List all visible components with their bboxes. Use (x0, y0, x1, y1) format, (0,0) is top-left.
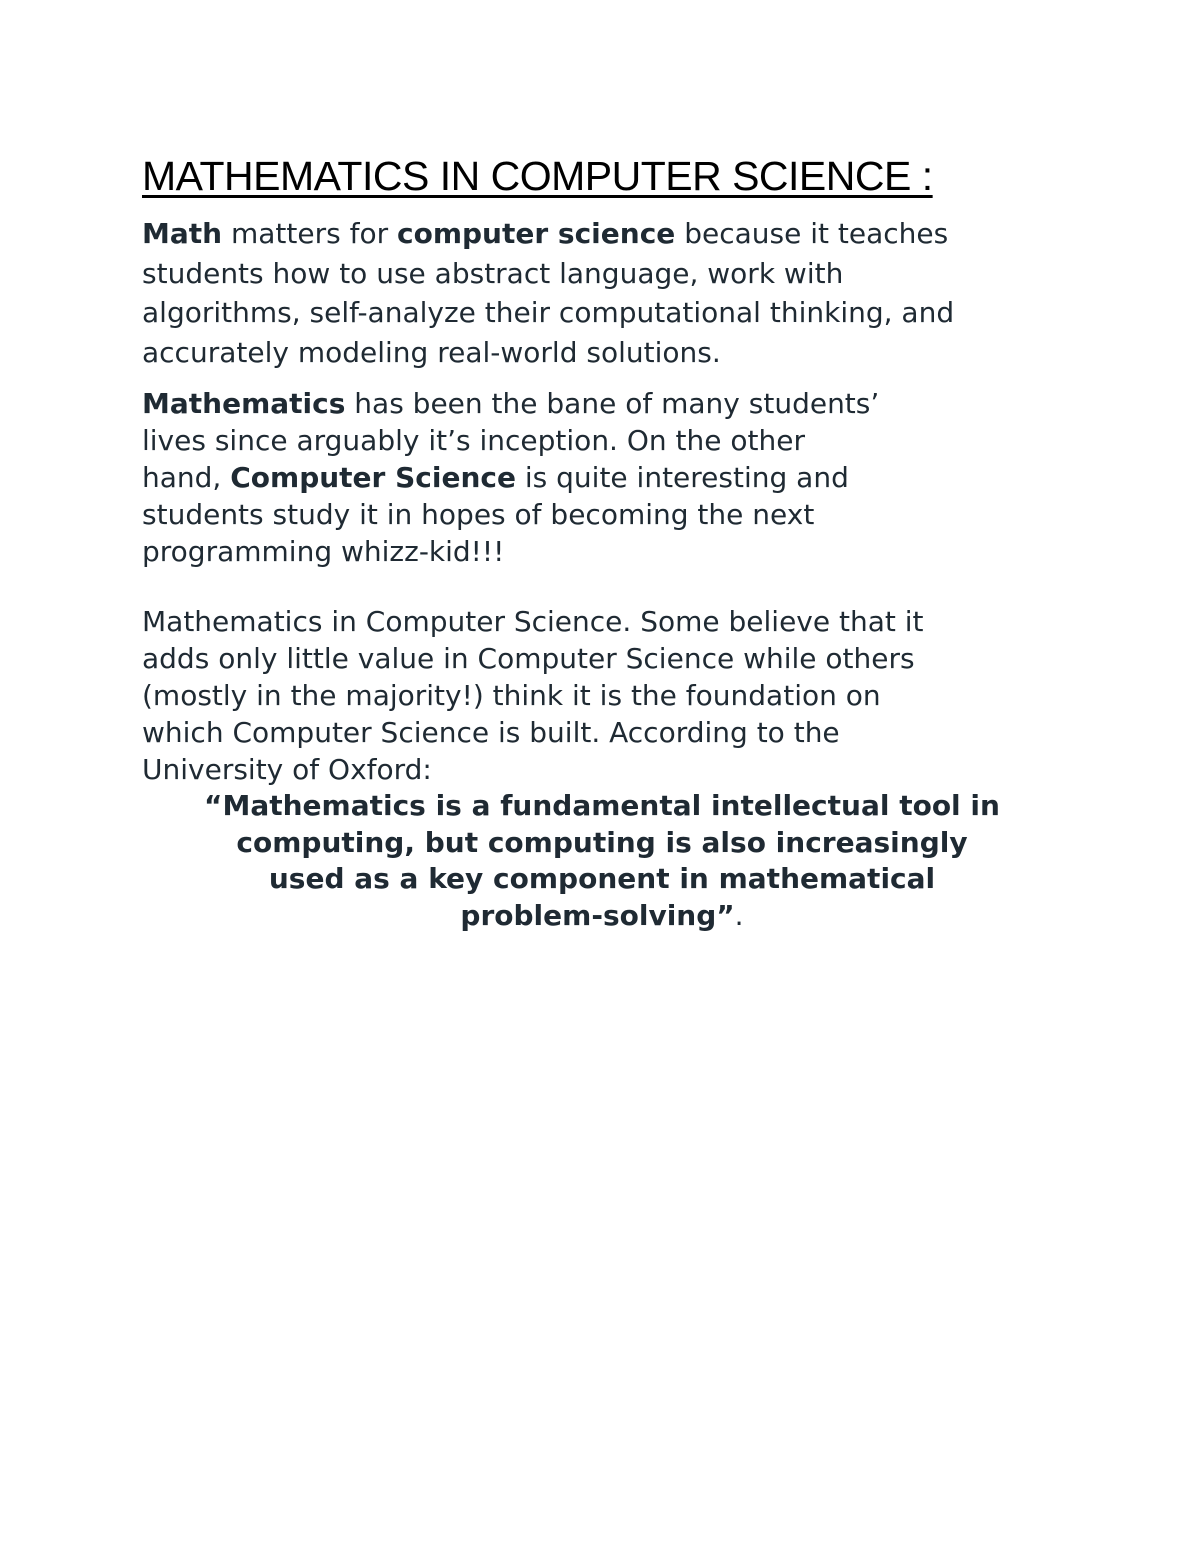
quote-line (142, 898, 1062, 935)
quote-text: problem-solving” (460, 898, 735, 932)
document-body (142, 150, 1062, 934)
text-line: students how to use abstract language, work with (142, 256, 844, 290)
text-line (142, 460, 1062, 497)
quote-period: . (734, 898, 744, 932)
text-run: has been the bane of many students’ (345, 387, 880, 421)
bold-term: Mathematics (142, 387, 346, 421)
text-run: matters for (222, 217, 397, 250)
text-line: adds only little value in Computer Science while others (142, 642, 915, 676)
text-line: University of Oxford: (142, 752, 432, 786)
text-line: Mathematics in Computer Science. Some believe that it (142, 605, 924, 639)
text-run: is quite interesting and (515, 460, 849, 494)
text-line: which Computer Science is built. According to the (142, 715, 840, 749)
oxford-quote (142, 788, 1062, 934)
text-line: students study it in hopes of becoming the next (142, 497, 815, 531)
text-line: lives since arguably it’s inception. On the other (142, 424, 805, 458)
bold-term: computer science (397, 217, 676, 250)
text-line: (mostly in the majority!) think it is the foundation on (142, 678, 881, 712)
text-line (142, 386, 1062, 423)
bold-term: Math (142, 217, 223, 250)
text-line: algorithms, self-analyze their computational thinking, and (142, 296, 955, 330)
text-line: accurately modeling real-world solutions. (142, 335, 721, 369)
quote-line: used as a key component in mathematical (268, 862, 936, 896)
paragraph-bane-of-students (142, 386, 1062, 570)
paragraph-oxford-intro (142, 604, 1062, 788)
quote-line: “Mathematics is a fundamental intellectual tool in (204, 789, 1000, 823)
text-run: because it teaches (675, 217, 949, 250)
page-title: MATHEMATICS IN COMPUTER SCIENCE : (142, 153, 933, 199)
text-line (142, 214, 1062, 254)
bold-term: Computer Science (230, 460, 516, 494)
text-run: hand, (142, 460, 231, 494)
text-line: programming whizz-kid!!! (142, 534, 505, 568)
quote-line: computing, but computing is also increasingly (236, 825, 968, 859)
paragraph-math-matters (142, 214, 1062, 372)
